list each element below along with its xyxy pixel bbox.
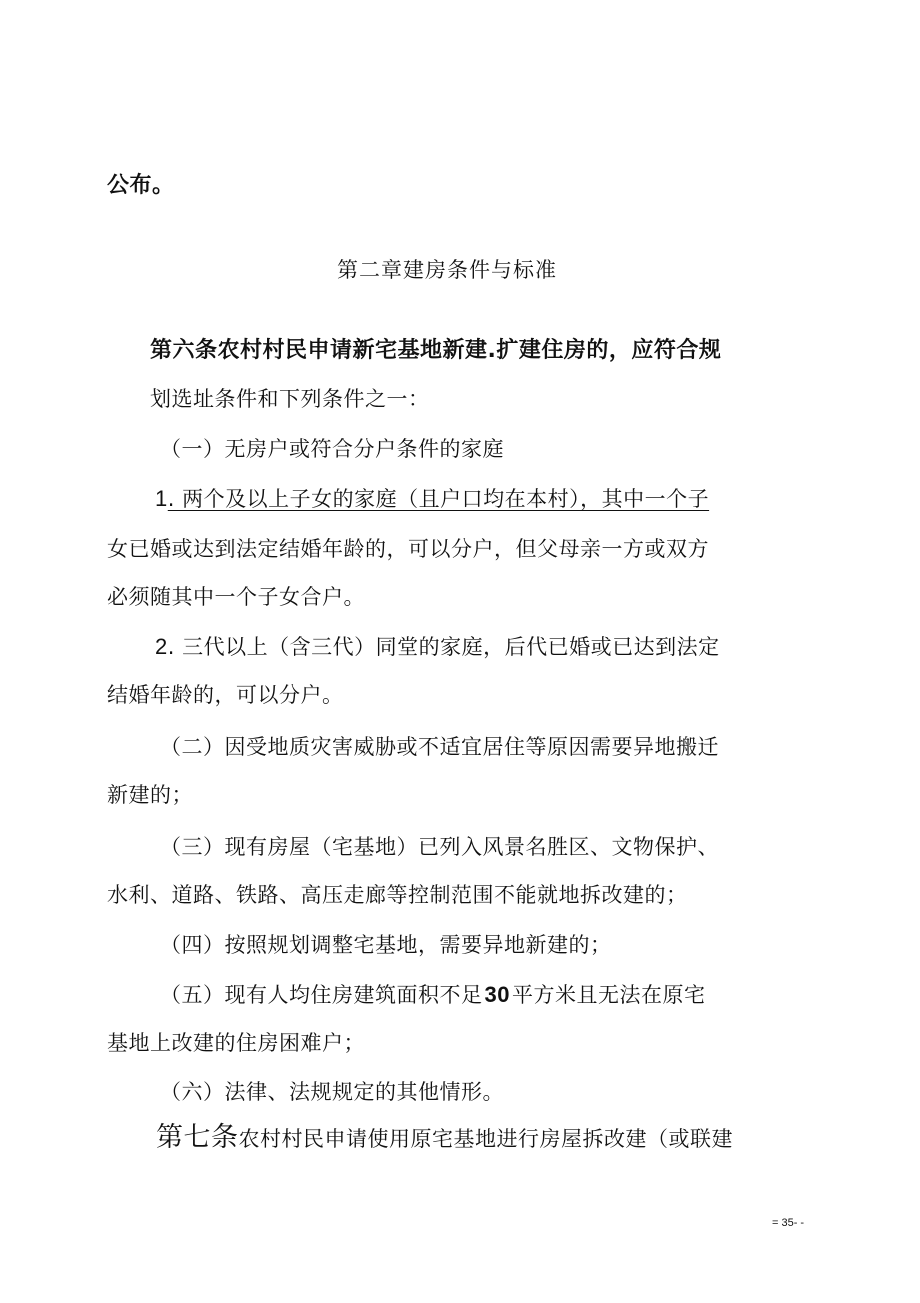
condition1-heading: （一）无房户或符合分户条件的家庭 <box>160 437 504 461</box>
item2-number: 2 <box>155 634 168 659</box>
condition6: （六）法律、法规规定的其他情形。 <box>160 1080 504 1104</box>
article7-line1 <box>156 1124 733 1153</box>
item1-number: 1 <box>155 486 168 511</box>
continuation-text: 公布。 <box>107 173 175 198</box>
item2-line2: 结婚年龄的，可以分户。 <box>107 683 344 707</box>
article6-line1: 第六条农村村民申请新宅基地新建.扩建住房的，应符合规 <box>150 338 722 363</box>
article6-line2: 划选址条件和下列条件之一： <box>150 387 430 411</box>
item2-line1 <box>155 633 720 661</box>
condition3-line1: （三）现有房屋（宅基地）已列入风景名胜区、文物保护、 <box>160 835 719 859</box>
condition5-text-a: （五）现有人均住房建筑面积不足 <box>160 983 483 1007</box>
article7-text: 农村村民申请使用原宅基地进行房屋拆改建（或联建 <box>238 1127 733 1151</box>
item2-text: . 三代以上（含三代）同堂的家庭，后代已婚或已达到法定 <box>167 635 720 659</box>
condition5-text-b: 平方米且无法在原宅 <box>511 983 706 1007</box>
condition4: （四）按照规划调整宅基地，需要异地新建的； <box>160 933 612 957</box>
item1-line3: 必须随其中一个子女合户。 <box>107 585 365 609</box>
condition5-line2: 基地上改建的住房困难户； <box>107 1031 365 1055</box>
item1-line2: 女已婚或达到法定结婚年龄的，可以分户，但父母亲一方或双方 <box>107 537 709 561</box>
item1-line1 <box>155 485 709 513</box>
condition2-line2: 新建的； <box>107 783 193 807</box>
condition5-number: 30 <box>484 982 510 1007</box>
article7-label: 第七条 <box>156 1122 239 1153</box>
condition3-line2: 水利、道路、铁路、高压走廊等控制范围不能就地拆改建的； <box>107 883 688 907</box>
chapter-title: 第二章建房条件与标准 <box>337 258 557 282</box>
item1-underlined-text: . 两个及以上子女的家庭（且户口均在本村），其中一个子 <box>167 487 710 511</box>
condition5-line1 <box>160 981 705 1009</box>
condition2-line1: （二）因受地质灾害威胁或不适宜居住等原因需要异地搬迁 <box>160 735 719 759</box>
page-number: = 35- - <box>772 1217 805 1229</box>
